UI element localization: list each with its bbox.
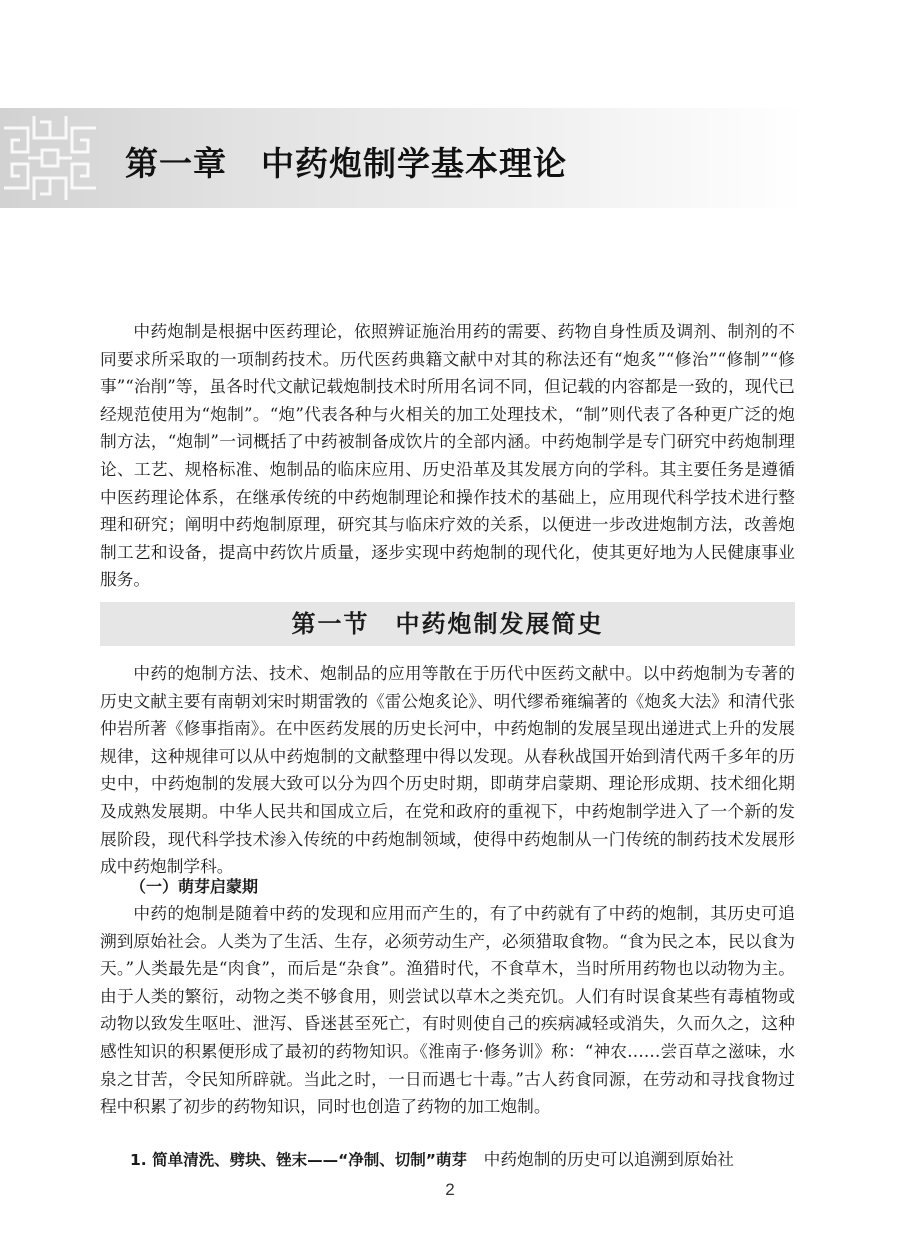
- item-1-label: 1. 简单清洗、劈块、锉末——“净制、切制”萌芽: [130, 1151, 467, 1169]
- intro-paragraph: 中药炮制是根据中医药理论，依照辨证施治用药的需要、药物自身性质及调剂、制剂的不同要求所采取的一项制药技术。历代医药典籍文献中对其的称法还有“炮炙”“修治”“修制”“修事”“治削”等，虽各时代文献记载炮制技术时所用名词不同，但记载的内容都是一致的，现代已经规范使用为“炮制”。“炮”代表各种与火相关的加工处理技术，“制”则代表了各种更广泛的炮制方法，“炮制”一词概括了中药被制备成饮片的全部内涵。中药炮制学是专门研究中药炮制理论、工艺、规格标准、炮制品的临床应用、历史沿革及其发展方向的学科。其主要任务是遵循中医药理论体系，在继承传统的中药炮制理论和操作技术的基础上，应用现代科学技术进行整理和研究；阐明中药炮制原理，研究其与临床疗效的关系，以便进一步改进炮制方法，改善炮制工艺和设备，提高中药饮片质量，逐步实现中药炮制的现代化，使其更好地为人民健康事业服务。: [100, 321, 795, 590]
- section-paragraph: 中药的炮制方法、技术、炮制品的应用等散在于历代中医药文献中。以中药炮制为专著的历史文献主要有南朝刘宋时期雷敩的《雷公炮炙论》、明代缪希雍编著的《炮炙大法》和清代张仲岩所著《修事指南》。在中医药发展的历史长河中，中药炮制的发展呈现出递进式上升的发展规律，这种规律可以从中药炮制的文献整理中得以发现。从春秋战国开始到清代两千多年的历史中，中药炮制的发展大致可以分为四个历史时期，即萌芽启蒙期、理论形成期、技术细化期及成熟发展期。中华人民共和国成立后，在党和政府的重视下，中药炮制学进入了一个新的发展阶段，现代科学技术渗入传统的中药炮制领域，使得中药炮制从一门传统的制药技术发展形成中药炮制学科。: [100, 663, 795, 877]
- section-header: [100, 602, 795, 646]
- item-1-text: 中药炮制的历史可以追溯到原始社: [483, 1149, 734, 1169]
- section-title: 第一节 中药炮制发展简史: [291, 609, 604, 638]
- page-number: 2: [445, 1180, 455, 1199]
- chapter-title: 第一章 中药炮制学基本理论: [125, 144, 567, 183]
- subsection-heading: （一）萌芽启蒙期: [130, 877, 259, 896]
- subsection-paragraph: 中药的炮制是随着中药的发现和应用而产生的，有了中药就有了中药的炮制，其历史可追溯到原始社会。人类为了生活、生存，必须劳动生产，必须猎取食物。“食为民之本，民以食为天。”人类最先是“肉食”，而后是“杂食”。渔猎时代，不食草木，当时所用药物也以动物为主。由于人类的繁衍，动物之类不够食用，则尝试以草木之类充饥。人们有时误食某些有毒植物或动物以致发生呕吐、泄泻、昏迷甚至死亡，有时则使自己的疾病减轻或消失，久而久之，这种感性知识的积累便形成了最初的药物知识。《淮南子·修务训》称：“神农……尝百草之滋味，水泉之甘苦，令民知所辟就。当此之时，一日而遇七十毒。”古人药食同源，在劳动和寻找食物过程中积累了初步的药物知识，同时也创造了药物的加工炮制。: [100, 903, 795, 1117]
- item-1: [130, 1146, 795, 1175]
- fret-pattern-ornament-icon: [0, 108, 100, 208]
